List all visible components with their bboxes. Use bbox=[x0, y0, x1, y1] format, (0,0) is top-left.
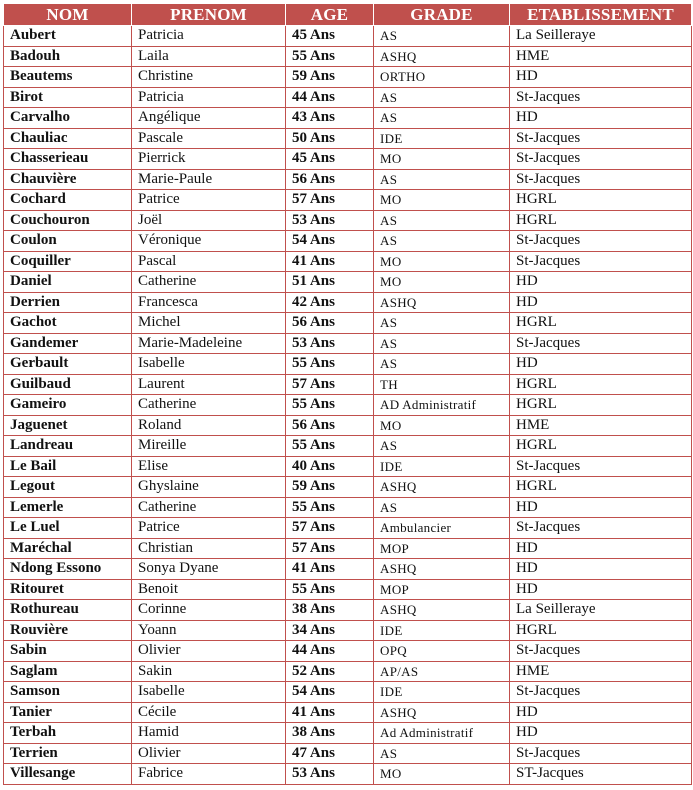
table-row bbox=[4, 395, 692, 416]
prenom-cell: Isabelle bbox=[132, 682, 286, 703]
table-row bbox=[4, 579, 692, 600]
etablissement-cell: HGRL bbox=[510, 477, 692, 498]
nom-cell: Terbah bbox=[4, 723, 132, 744]
nom-cell: Cochard bbox=[4, 190, 132, 211]
header-age: AGE bbox=[286, 4, 374, 26]
prenom-cell: Yoann bbox=[132, 620, 286, 641]
grade-cell: AS bbox=[374, 210, 510, 231]
etablissement-cell: HGRL bbox=[510, 313, 692, 334]
age-cell: 38 Ans bbox=[286, 600, 374, 621]
prenom-cell: Angélique bbox=[132, 108, 286, 129]
table-row bbox=[4, 313, 692, 334]
prenom-cell: Elise bbox=[132, 456, 286, 477]
age-cell: 44 Ans bbox=[286, 87, 374, 108]
prenom-cell: Pascal bbox=[132, 251, 286, 272]
age-cell: 56 Ans bbox=[286, 415, 374, 436]
table-row bbox=[4, 231, 692, 252]
prenom-cell: Roland bbox=[132, 415, 286, 436]
table-row bbox=[4, 641, 692, 662]
grade-cell: IDE bbox=[374, 128, 510, 149]
etablissement-cell: St-Jacques bbox=[510, 231, 692, 252]
grade-cell: AS bbox=[374, 436, 510, 457]
grade-cell: MO bbox=[374, 272, 510, 293]
nom-cell: Maréchal bbox=[4, 538, 132, 559]
grade-cell: OPQ bbox=[374, 641, 510, 662]
table-row bbox=[4, 169, 692, 190]
nom-cell: Tanier bbox=[4, 702, 132, 723]
grade-cell: IDE bbox=[374, 456, 510, 477]
grade-cell: AP/AS bbox=[374, 661, 510, 682]
prenom-cell: Patricia bbox=[132, 87, 286, 108]
table-row bbox=[4, 108, 692, 129]
table-row bbox=[4, 374, 692, 395]
age-cell: 59 Ans bbox=[286, 477, 374, 498]
nom-cell: Guilbaud bbox=[4, 374, 132, 395]
nom-cell: Ritouret bbox=[4, 579, 132, 600]
etablissement-cell: St-Jacques bbox=[510, 682, 692, 703]
prenom-cell: Christian bbox=[132, 538, 286, 559]
prenom-cell: Olivier bbox=[132, 641, 286, 662]
etablissement-cell: St-Jacques bbox=[510, 149, 692, 170]
prenom-cell: Corinne bbox=[132, 600, 286, 621]
etablissement-cell: HGRL bbox=[510, 395, 692, 416]
header-prenom: PRENOM bbox=[132, 4, 286, 26]
table-row bbox=[4, 251, 692, 272]
nom-cell: Landreau bbox=[4, 436, 132, 457]
age-cell: 45 Ans bbox=[286, 149, 374, 170]
etablissement-cell: HD bbox=[510, 354, 692, 375]
table-row bbox=[4, 415, 692, 436]
etablissement-cell: HD bbox=[510, 108, 692, 129]
grade-cell: AS bbox=[374, 333, 510, 354]
table-row bbox=[4, 333, 692, 354]
prenom-cell: Laila bbox=[132, 46, 286, 67]
etablissement-cell: St-Jacques bbox=[510, 128, 692, 149]
age-cell: 53 Ans bbox=[286, 764, 374, 785]
staff-table bbox=[3, 3, 692, 785]
age-cell: 51 Ans bbox=[286, 272, 374, 293]
prenom-cell: Véronique bbox=[132, 231, 286, 252]
table-row bbox=[4, 620, 692, 641]
nom-cell: Chauvière bbox=[4, 169, 132, 190]
nom-cell: Gandemer bbox=[4, 333, 132, 354]
etablissement-cell: HD bbox=[510, 538, 692, 559]
grade-cell: ASHQ bbox=[374, 559, 510, 580]
age-cell: 55 Ans bbox=[286, 395, 374, 416]
prenom-cell: Patricia bbox=[132, 26, 286, 47]
age-cell: 41 Ans bbox=[286, 559, 374, 580]
table-row bbox=[4, 661, 692, 682]
nom-cell: Carvalho bbox=[4, 108, 132, 129]
nom-cell: Derrien bbox=[4, 292, 132, 313]
grade-cell: AS bbox=[374, 26, 510, 47]
etablissement-cell: St-Jacques bbox=[510, 251, 692, 272]
header-grade: GRADE bbox=[374, 4, 510, 26]
nom-cell: Gachot bbox=[4, 313, 132, 334]
grade-cell: AD Administratif bbox=[374, 395, 510, 416]
prenom-cell: Sonya Dyane bbox=[132, 559, 286, 580]
nom-cell: Birot bbox=[4, 87, 132, 108]
table-row bbox=[4, 292, 692, 313]
header-row bbox=[4, 4, 692, 26]
etablissement-cell: HME bbox=[510, 46, 692, 67]
age-cell: 55 Ans bbox=[286, 46, 374, 67]
age-cell: 55 Ans bbox=[286, 354, 374, 375]
age-cell: 55 Ans bbox=[286, 579, 374, 600]
grade-cell: Ad Administratif bbox=[374, 723, 510, 744]
age-cell: 56 Ans bbox=[286, 169, 374, 190]
table-row bbox=[4, 436, 692, 457]
nom-cell: Gerbault bbox=[4, 354, 132, 375]
age-cell: 55 Ans bbox=[286, 497, 374, 518]
etablissement-cell: ST-Jacques bbox=[510, 764, 692, 785]
prenom-cell: Ghyslaine bbox=[132, 477, 286, 498]
nom-cell: Couchouron bbox=[4, 210, 132, 231]
prenom-cell: Francesca bbox=[132, 292, 286, 313]
prenom-cell: Marie-Madeleine bbox=[132, 333, 286, 354]
etablissement-cell: HGRL bbox=[510, 210, 692, 231]
nom-cell: Le Luel bbox=[4, 518, 132, 539]
table-row bbox=[4, 600, 692, 621]
prenom-cell: Mireille bbox=[132, 436, 286, 457]
age-cell: 41 Ans bbox=[286, 251, 374, 272]
table-row bbox=[4, 702, 692, 723]
prenom-cell: Olivier bbox=[132, 743, 286, 764]
prenom-cell: Hamid bbox=[132, 723, 286, 744]
grade-cell: ASHQ bbox=[374, 46, 510, 67]
age-cell: 45 Ans bbox=[286, 26, 374, 47]
nom-cell: Jaguenet bbox=[4, 415, 132, 436]
prenom-cell: Joël bbox=[132, 210, 286, 231]
age-cell: 54 Ans bbox=[286, 682, 374, 703]
grade-cell: TH bbox=[374, 374, 510, 395]
age-cell: 53 Ans bbox=[286, 210, 374, 231]
prenom-cell: Benoit bbox=[132, 579, 286, 600]
grade-cell: AS bbox=[374, 743, 510, 764]
header-nom: NOM bbox=[4, 4, 132, 26]
etablissement-cell: HGRL bbox=[510, 436, 692, 457]
prenom-cell: Cécile bbox=[132, 702, 286, 723]
age-cell: 40 Ans bbox=[286, 456, 374, 477]
etablissement-cell: HD bbox=[510, 272, 692, 293]
prenom-cell: Catherine bbox=[132, 395, 286, 416]
grade-cell: AS bbox=[374, 497, 510, 518]
age-cell: 34 Ans bbox=[286, 620, 374, 641]
prenom-cell: Fabrice bbox=[132, 764, 286, 785]
age-cell: 53 Ans bbox=[286, 333, 374, 354]
table-body bbox=[4, 26, 692, 785]
table-header bbox=[4, 4, 692, 26]
table-row bbox=[4, 477, 692, 498]
nom-cell: Badouh bbox=[4, 46, 132, 67]
etablissement-cell: St-Jacques bbox=[510, 169, 692, 190]
etablissement-cell: HD bbox=[510, 559, 692, 580]
age-cell: 57 Ans bbox=[286, 374, 374, 395]
table-row bbox=[4, 210, 692, 231]
grade-cell: IDE bbox=[374, 620, 510, 641]
grade-cell: MO bbox=[374, 251, 510, 272]
table-row bbox=[4, 128, 692, 149]
header-etablissement: ETABLISSEMENT bbox=[510, 4, 692, 26]
prenom-cell: Catherine bbox=[132, 497, 286, 518]
nom-cell: Legout bbox=[4, 477, 132, 498]
grade-cell: AS bbox=[374, 169, 510, 190]
grade-cell: AS bbox=[374, 354, 510, 375]
table-row bbox=[4, 354, 692, 375]
prenom-cell: Marie-Paule bbox=[132, 169, 286, 190]
nom-cell: Coulon bbox=[4, 231, 132, 252]
age-cell: 57 Ans bbox=[286, 518, 374, 539]
table-row bbox=[4, 67, 692, 88]
etablissement-cell: St-Jacques bbox=[510, 333, 692, 354]
nom-cell: Terrien bbox=[4, 743, 132, 764]
etablissement-cell: HGRL bbox=[510, 620, 692, 641]
grade-cell: MO bbox=[374, 149, 510, 170]
age-cell: 57 Ans bbox=[286, 190, 374, 211]
nom-cell: Ndong Essono bbox=[4, 559, 132, 580]
table-row bbox=[4, 26, 692, 47]
table-row bbox=[4, 272, 692, 293]
etablissement-cell: HD bbox=[510, 497, 692, 518]
grade-cell: IDE bbox=[374, 682, 510, 703]
prenom-cell: Patrice bbox=[132, 190, 286, 211]
age-cell: 55 Ans bbox=[286, 436, 374, 457]
nom-cell: Le Bail bbox=[4, 456, 132, 477]
nom-cell: Sabin bbox=[4, 641, 132, 662]
table-row bbox=[4, 682, 692, 703]
grade-cell: AS bbox=[374, 87, 510, 108]
etablissement-cell: St-Jacques bbox=[510, 641, 692, 662]
nom-cell: Lemerle bbox=[4, 497, 132, 518]
age-cell: 54 Ans bbox=[286, 231, 374, 252]
age-cell: 42 Ans bbox=[286, 292, 374, 313]
etablissement-cell: St-Jacques bbox=[510, 456, 692, 477]
etablissement-cell: HGRL bbox=[510, 374, 692, 395]
table-row bbox=[4, 497, 692, 518]
age-cell: 38 Ans bbox=[286, 723, 374, 744]
table-row bbox=[4, 723, 692, 744]
grade-cell: Ambulancier bbox=[374, 518, 510, 539]
grade-cell: ASHQ bbox=[374, 477, 510, 498]
etablissement-cell: HME bbox=[510, 415, 692, 436]
prenom-cell: Christine bbox=[132, 67, 286, 88]
nom-cell: Aubert bbox=[4, 26, 132, 47]
table-row bbox=[4, 46, 692, 67]
nom-cell: Rouvière bbox=[4, 620, 132, 641]
grade-cell: MOP bbox=[374, 579, 510, 600]
etablissement-cell: HGRL bbox=[510, 190, 692, 211]
nom-cell: Chauliac bbox=[4, 128, 132, 149]
grade-cell: ASHQ bbox=[374, 292, 510, 313]
etablissement-cell: HD bbox=[510, 579, 692, 600]
table-row bbox=[4, 518, 692, 539]
etablissement-cell: HD bbox=[510, 67, 692, 88]
age-cell: 57 Ans bbox=[286, 538, 374, 559]
table-row bbox=[4, 538, 692, 559]
nom-cell: Gameiro bbox=[4, 395, 132, 416]
etablissement-cell: HME bbox=[510, 661, 692, 682]
age-cell: 47 Ans bbox=[286, 743, 374, 764]
grade-cell: AS bbox=[374, 313, 510, 334]
grade-cell: AS bbox=[374, 108, 510, 129]
nom-cell: Chasserieau bbox=[4, 149, 132, 170]
table-row bbox=[4, 149, 692, 170]
grade-cell: ASHQ bbox=[374, 702, 510, 723]
etablissement-cell: HD bbox=[510, 292, 692, 313]
etablissement-cell: La Seilleraye bbox=[510, 600, 692, 621]
nom-cell: Saglam bbox=[4, 661, 132, 682]
etablissement-cell: HD bbox=[510, 702, 692, 723]
table-row bbox=[4, 764, 692, 785]
prenom-cell: Laurent bbox=[132, 374, 286, 395]
prenom-cell: Isabelle bbox=[132, 354, 286, 375]
nom-cell: Rothureau bbox=[4, 600, 132, 621]
etablissement-cell: St-Jacques bbox=[510, 87, 692, 108]
age-cell: 41 Ans bbox=[286, 702, 374, 723]
etablissement-cell: La Seilleraye bbox=[510, 26, 692, 47]
age-cell: 52 Ans bbox=[286, 661, 374, 682]
prenom-cell: Pierrick bbox=[132, 149, 286, 170]
age-cell: 43 Ans bbox=[286, 108, 374, 129]
prenom-cell: Patrice bbox=[132, 518, 286, 539]
etablissement-cell: St-Jacques bbox=[510, 518, 692, 539]
age-cell: 56 Ans bbox=[286, 313, 374, 334]
nom-cell: Samson bbox=[4, 682, 132, 703]
grade-cell: AS bbox=[374, 231, 510, 252]
prenom-cell: Sakin bbox=[132, 661, 286, 682]
nom-cell: Daniel bbox=[4, 272, 132, 293]
table-row bbox=[4, 743, 692, 764]
table-row bbox=[4, 456, 692, 477]
grade-cell: ORTHO bbox=[374, 67, 510, 88]
grade-cell: MO bbox=[374, 415, 510, 436]
table-row bbox=[4, 559, 692, 580]
age-cell: 44 Ans bbox=[286, 641, 374, 662]
grade-cell: MO bbox=[374, 190, 510, 211]
nom-cell: Villesange bbox=[4, 764, 132, 785]
etablissement-cell: HD bbox=[510, 723, 692, 744]
grade-cell: ASHQ bbox=[374, 600, 510, 621]
nom-cell: Coquiller bbox=[4, 251, 132, 272]
age-cell: 59 Ans bbox=[286, 67, 374, 88]
table-row bbox=[4, 87, 692, 108]
grade-cell: MOP bbox=[374, 538, 510, 559]
grade-cell: MO bbox=[374, 764, 510, 785]
nom-cell: Beautems bbox=[4, 67, 132, 88]
prenom-cell: Pascale bbox=[132, 128, 286, 149]
prenom-cell: Michel bbox=[132, 313, 286, 334]
prenom-cell: Catherine bbox=[132, 272, 286, 293]
etablissement-cell: St-Jacques bbox=[510, 743, 692, 764]
age-cell: 50 Ans bbox=[286, 128, 374, 149]
table-row bbox=[4, 190, 692, 211]
